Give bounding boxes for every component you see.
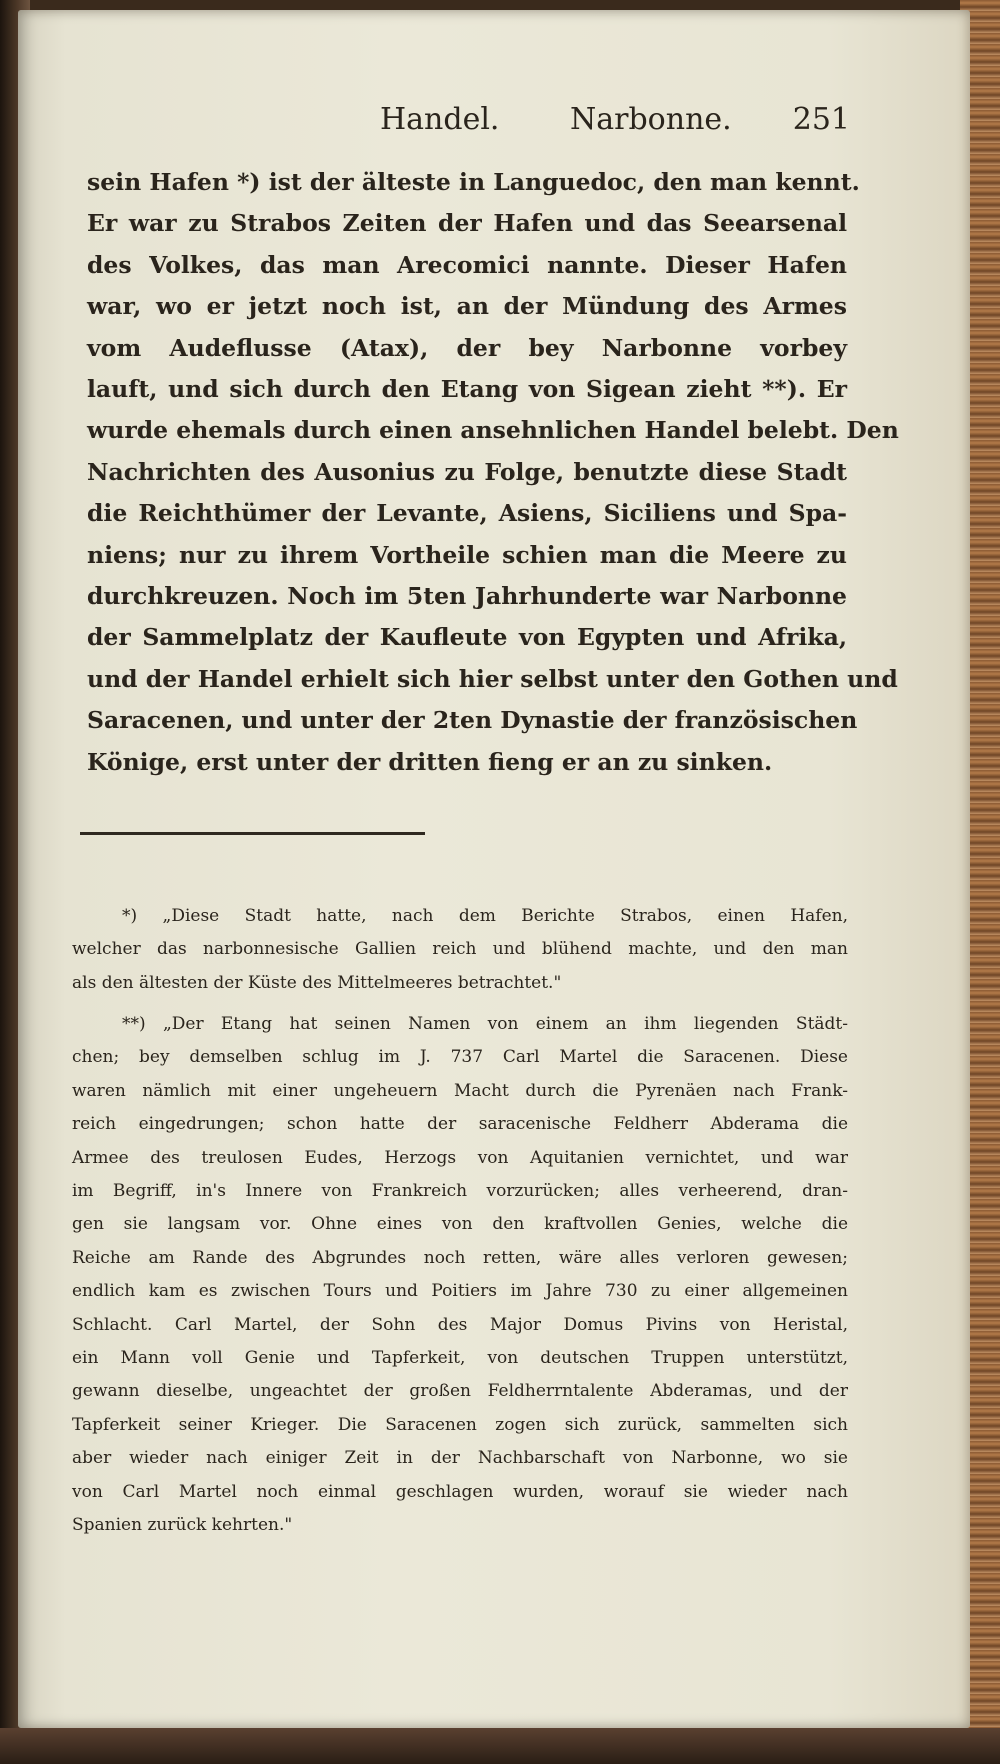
footnote-line: reich eingedrungen; schon hatte der saracenische Feldherr Abderama die <box>72 1114 848 1135</box>
text-line: lauft, und sich durch den Etang von Sigean zieht **). Er <box>87 375 847 404</box>
text-line: der Sammelplatz der Kaufleute von Egypten und Afrika, <box>87 623 847 652</box>
text-line: und der Handel erhielt sich hier selbst unter den Gothen und <box>87 664 898 693</box>
running-header <box>380 102 850 142</box>
footnote-2 <box>72 1008 848 1543</box>
footnote-line: welcher das narbonnesische Gallien reich und blühend machte, und den man <box>72 939 848 960</box>
text-line: Saracenen, und unter der 2ten Dynastie der französischen <box>87 706 858 735</box>
header-place-title: Narbonne. <box>570 102 732 137</box>
text-line: Nachrichten des Ausonius zu Folge, benutzte diese Stadt <box>87 457 847 486</box>
footnote-line: als den ältesten der Küste des Mittelmeeres betrachtet." <box>72 972 562 993</box>
footnote-line: Armee des treulosen Eudes, Herzogs von Aquitanien vernichtet, und war <box>72 1147 848 1168</box>
text-line: Er war zu Strabos Zeiten der Hafen und das Seearsenal <box>87 209 847 238</box>
text-line: des Volkes, das man Arecomici nannte. Dieser Hafen <box>87 250 847 279</box>
text-line: sein Hafen *) ist der älteste in Languedoc, den man kennt. <box>87 168 860 196</box>
main-paragraph <box>87 162 899 783</box>
header-section-title: Handel. <box>380 102 500 137</box>
page-number: 251 <box>792 102 850 137</box>
footnote-line: gewann dieselbe, ungeachtet der großen Feldherrntalente Abderamas, und der <box>72 1381 848 1402</box>
scan-bottom-edge <box>0 1728 1000 1764</box>
footnote-line: ein Mann voll Genie und Tapferkeit, von deutschen Truppen unterstützt, <box>72 1348 848 1369</box>
text-line: die Reichthümer der Levante, Asiens, Siciliens und Spa- <box>87 499 847 528</box>
footnote-line: Schlacht. Carl Martel, der Sohn des Major Domus Pivins von Heristal, <box>72 1314 848 1335</box>
text-line: wurde ehemals durch einen ansehnlichen Handel belebt. Den <box>87 416 899 445</box>
text-line: war, wo er jetzt noch ist, an der Mündung des Armes <box>87 292 847 321</box>
footnote-line: aber wieder nach einiger Zeit in der Nachbarschaft von Narbonne, wo sie <box>72 1448 848 1469</box>
footnote-line: endlich kam es zwischen Tours und Poitiers im Jahre 730 zu einer allgemeinen <box>72 1281 848 1302</box>
footnote-line: chen; bey demselben schlug im J. 737 Carl Martel die Saracenen. Diese <box>72 1047 848 1068</box>
text-line: Könige, erst unter der dritten fieng er an zu sinken. <box>87 747 773 776</box>
footnote-separator <box>80 832 425 835</box>
footnote-1 <box>72 900 848 1000</box>
footnote-line: von Carl Martel noch einmal geschlagen wurden, worauf sie wieder nach <box>72 1481 848 1502</box>
footnote-line: Reiche am Rande des Abgrundes noch retten, wäre alles verloren gewesen; <box>72 1247 848 1268</box>
text-line: durchkreuzen. Noch im 5ten Jahrhunderte war Narbonne <box>87 582 847 611</box>
footnote-line: Tapferkeit seiner Krieger. Die Saracenen zogen sich zurück, sammelten sich <box>72 1414 848 1435</box>
footnote-line: **) „Der Etang hat seinen Namen von einem an ihm liegenden Städt- <box>122 1014 848 1034</box>
text-line: niens; nur zu ihrem Vortheile schien man die Meere zu <box>87 540 847 569</box>
footnote-line: im Begriff, in's Innere von Frankreich vorzurücken; alles verheerend, dran- <box>72 1181 848 1202</box>
footnote-line: waren nämlich mit einer ungeheuern Macht durch die Pyrenäen nach Frank- <box>72 1080 848 1101</box>
footnote-line: Spanien zurück kehrten." <box>72 1515 293 1536</box>
text-line: vom Audeflusse (Atax), der bey Narbonne vorbey <box>87 333 847 362</box>
footnote-line: gen sie langsam vor. Ohne eines von den kraftvollen Genies, welche die <box>72 1214 848 1235</box>
footnote-line: *) „Diese Stadt hatte, nach dem Berichte Strabos, einen Hafen, <box>122 906 848 926</box>
